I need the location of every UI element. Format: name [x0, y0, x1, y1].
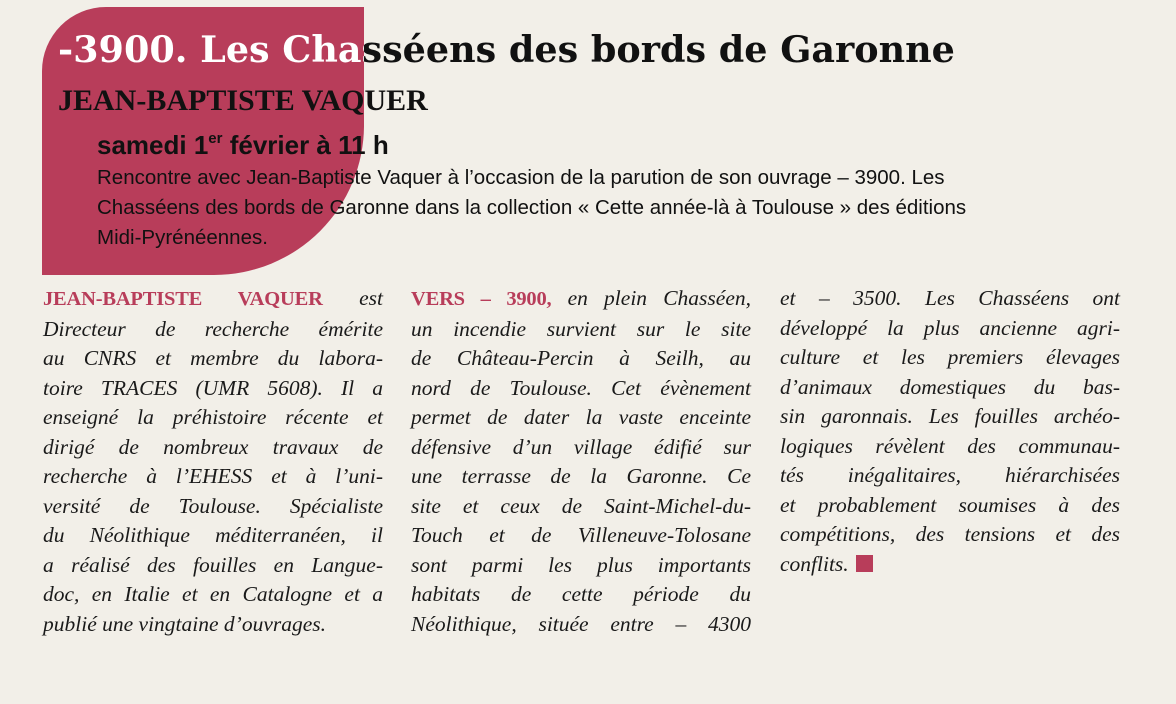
intro-line [97, 163, 1087, 193]
author-heading: JEAN-BAPTISTE VAQUER [58, 84, 428, 117]
column-line [411, 403, 751, 433]
line-text: Néolithique, située entre – 4300 [411, 611, 751, 636]
line-text: Directeur de recherche émérite [43, 316, 383, 341]
line-text: du Néolithique méditerranéen, il [43, 523, 383, 547]
line-text: doc, en Italie et en Catalogne et a [43, 582, 383, 606]
line-text: en plein Chasséen, [551, 286, 751, 310]
line-text: compétitions, des tensions et des [780, 522, 1120, 546]
line-text: nord de Toulouse. Cet évènement [411, 375, 751, 400]
column-line [411, 462, 751, 492]
intro-text: Rencontre avec Jean-Baptiste Vaquer à l’occasion de la parution de son ouvrage – 3900. Les [97, 166, 945, 189]
event-date-ordinal: er [208, 130, 223, 147]
column-line [780, 520, 1120, 550]
line-text: dirigé de nombreux travaux de [43, 434, 383, 459]
line-text: au CNRS et membre du labora- [43, 346, 383, 370]
event-date [97, 128, 389, 162]
lead-author-name: JEAN-BAPTISTE VAQUER [43, 288, 323, 310]
column-line [43, 403, 383, 433]
column-line [43, 284, 383, 315]
line-text: défensive d’un village édifié sur [411, 434, 751, 459]
line-text: de Château-Percin à Seilh, au [411, 346, 751, 370]
line-text: site et ceux de Saint-Michel-du- [411, 493, 751, 518]
line-text: recherche à l’EHESS et à l’uni- [43, 464, 383, 488]
line-text: permet de dater la vaste enceinte [411, 405, 751, 429]
column-site-history [411, 284, 751, 639]
line-text: enseigné la préhistoire récente et [43, 405, 383, 429]
line-text: est [322, 286, 383, 310]
column-author-bio [43, 284, 383, 639]
line-text: a réalisé des fouilles en Langue- [43, 552, 383, 577]
column-line [43, 315, 383, 345]
line-text: sin garonnais. Les fouilles archéo- [780, 404, 1120, 428]
column-line [780, 432, 1120, 462]
line-text: conflits. [780, 551, 849, 576]
column-line [43, 551, 383, 581]
column-line [411, 433, 751, 463]
column-line [780, 550, 1120, 580]
page-title: -3900. Les Chasséens des bords de Garonne [58, 24, 955, 76]
column-line [43, 433, 383, 463]
event-date-main: samedi 1 [97, 130, 209, 160]
line-text: développé la plus ancienne agri- [780, 315, 1120, 340]
line-text: toire TRACES (UMR 5608). Il a [43, 375, 383, 400]
line-text: Touch et de Villeneuve-Tolosane [411, 523, 751, 547]
intro-line [97, 223, 1087, 253]
column-line [43, 610, 383, 640]
column-line [780, 402, 1120, 432]
column-line [43, 580, 383, 610]
end-of-article-square-icon [856, 555, 873, 572]
column-line [411, 284, 751, 315]
event-description [97, 163, 1087, 253]
column-line [780, 343, 1120, 373]
intro-text: Midi-Pyrénéennes. [97, 226, 268, 249]
column-line [780, 314, 1120, 344]
line-text: sont parmi les plus importants [411, 552, 751, 577]
column-line [43, 462, 383, 492]
line-text: d’animaux domestiques du bas- [780, 374, 1120, 399]
column-line [780, 284, 1120, 314]
line-text: logiques révèlent des communau- [780, 433, 1120, 458]
line-text: et probablement soumises à des [780, 492, 1120, 517]
column-line [411, 492, 751, 522]
intro-line [97, 193, 1087, 223]
column-line [411, 315, 751, 345]
line-text: un incendie survient sur le site [411, 316, 751, 341]
line-text: publié une vingtaine d’ouvrages. [43, 611, 327, 636]
column-line [411, 521, 751, 551]
line-text: versité de Toulouse. Spécialiste [43, 493, 383, 518]
line-text: culture et les premiers élevages [780, 345, 1120, 369]
column-line [780, 491, 1120, 521]
column-line [411, 344, 751, 374]
column-line [43, 492, 383, 522]
column-line [780, 461, 1120, 491]
column-line [43, 344, 383, 374]
line-text: une terrasse de la Garonne. Ce [411, 464, 751, 488]
column-line [411, 374, 751, 404]
column-line [411, 610, 751, 640]
line-text: tés inégalitaires, hiérarchisées [780, 463, 1120, 487]
column-line [411, 580, 751, 610]
column-line [411, 551, 751, 581]
line-text: habitats de cette période du [411, 582, 751, 606]
column-line [43, 374, 383, 404]
line-text: et – 3500. Les Chasséens ont [780, 286, 1120, 310]
column-line [780, 373, 1120, 403]
intro-text: Chasséens des bords de Garonne dans la collection « Cette année-là à Toulouse » des éditions [97, 196, 967, 219]
lead-date: VERS – 3900, [411, 288, 552, 310]
event-date-rest: février à 11 h [222, 130, 389, 160]
column-line [43, 521, 383, 551]
column-chasseen-culture [780, 284, 1120, 579]
